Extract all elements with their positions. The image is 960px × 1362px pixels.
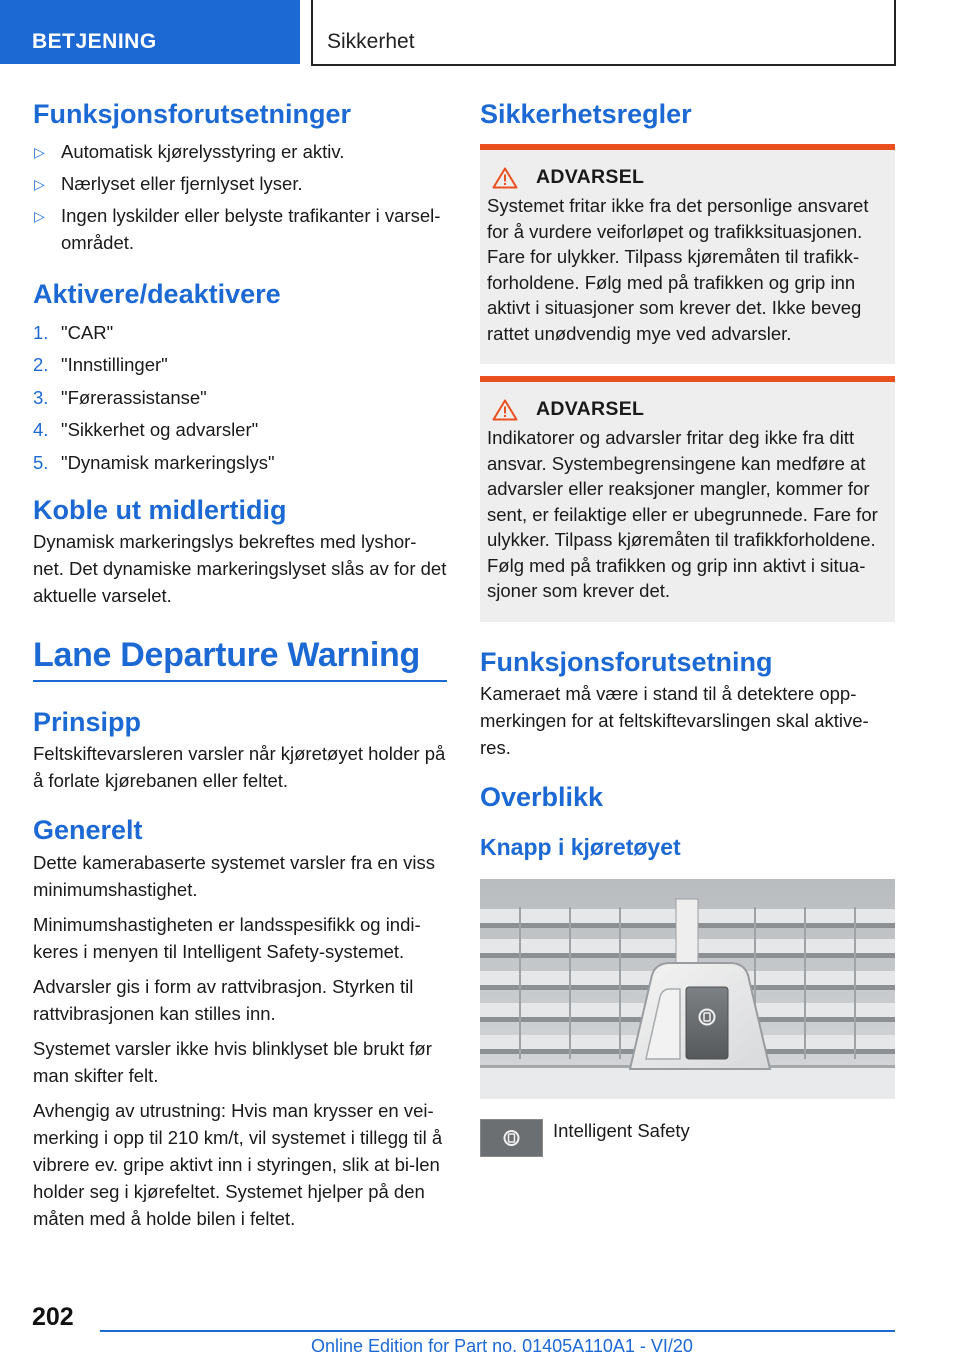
caption-text: Intelligent Safety	[553, 1120, 690, 1142]
heading-general: Generelt	[33, 815, 143, 846]
general-paragraph: Minimumshastigheten er landsspesifikk og indi-keres i menyen til Intelligent Safety-systemet.	[33, 913, 421, 962]
heading-principle: Prinsipp	[33, 706, 142, 737]
warning-title: ADVARSEL	[536, 166, 645, 189]
chapter-title: Sikkerhet	[327, 30, 415, 53]
warning-text: Indikatorer og advarsler fritar deg ikke fra ditt ansvar. Systembegrensingene kan medføre at advarsler eller reaksjoner mangler, kommer for sent, er feilaktige eller er ubegrunnede. Fare for ulykker. Tilpass kjøremåten til trafikkforholdene. Følg med på trafikken og grip inn aktivt i situa-sjoner som krever det.	[487, 427, 878, 602]
heading-requirements: Funksjonsforutsetninger	[33, 99, 352, 129]
requirements-list	[33, 138, 447, 256]
list-item: 1. "CAR"	[33, 321, 114, 343]
warning-header	[492, 166, 888, 189]
warning-box	[480, 144, 895, 364]
chapter-heading-block	[33, 635, 447, 682]
warning-text: Systemet fritar ikke fra det personlige ansvaret for å vurdere veiforløpet og trafikksituasjonen. Fare for ulykker. Tilpass kjøremåten til trafikk-forholdene. Følg med på trafikken og grip inn aktivt i situasjoner som krever det. Ikke beveg rattet unødvendig mye ved advarsler.	[487, 195, 869, 344]
caption-row	[480, 1119, 895, 1157]
dashboard-photo-illustration	[480, 879, 895, 1099]
activate-steps	[33, 319, 447, 476]
function-requirement-text: Kameraet må være i stand til å detektere opp-merkingen for at feltskiftevarslingen skal aktive-res.	[480, 683, 869, 759]
intelligent-safety-button-icon	[480, 1119, 543, 1157]
heading-safety-rules: Sikkerhetsregler	[480, 99, 692, 129]
heading-lane-departure-warning: Lane Departure Warning	[33, 636, 420, 675]
warning-box	[480, 376, 895, 622]
page-number: 202	[32, 1303, 74, 1331]
list-item: 4. "Sikkerhet og advarsler"	[33, 419, 259, 441]
warning-title: ADVARSEL	[536, 398, 645, 421]
general-paragraph: Systemet varsler ikke hvis blinklyset ble brukt før man skifter felt.	[33, 1037, 432, 1086]
heading-activate: Aktivere/deaktivere	[33, 279, 281, 310]
triangle-bullet-icon: ▷	[34, 176, 45, 193]
footer-divider	[100, 1330, 895, 1332]
triangle-bullet-icon: ▷	[34, 144, 45, 161]
chapter-title-bar	[311, 0, 896, 66]
list-item: 5. "Dynamisk markeringslys"	[33, 451, 275, 473]
heading-temporary-disable: Koble ut midlertidig	[33, 494, 287, 525]
list-item: ▷ Automatisk kjørelysstyring er aktiv.	[33, 138, 447, 165]
section-label: BETJENING	[32, 30, 157, 53]
warning-header	[492, 398, 888, 421]
edition-link[interactable]: Online Edition for Part no. 01405A110A1 - VI/20	[311, 1336, 693, 1356]
list-item: ▷ Ingen lyskilder eller belyste trafikanter i varsel-området.	[34, 205, 441, 254]
list-item: 2. "Innstillinger"	[33, 354, 168, 376]
heading-button-in-vehicle: Knapp i kjøretøyet	[480, 833, 681, 860]
triangle-bullet-icon: ▷	[34, 208, 45, 225]
general-paragraph: Advarsler gis i form av rattvibrasjon. Styrken til rattvibrasjonen kan stilles inn.	[33, 975, 414, 1024]
left-column	[33, 98, 447, 1232]
warning-triangle-icon	[492, 167, 518, 189]
principle-text: Feltskiftevarsleren varsler når kjøretøyet holder på å forlate kjørebanen eller feltet.	[33, 743, 446, 792]
warning-triangle-icon	[492, 399, 518, 421]
list-item: 3. "Førerassistanse"	[33, 386, 207, 408]
temporary-disable-text: Dynamisk markeringslys bekreftes med lyshor-net. Det dynamiske markeringslyset slås av for det aktuelle varselet.	[33, 531, 447, 607]
general-paragraph: Dette kamerabaserte systemet varsler fra en viss minimumshastighet.	[33, 851, 436, 900]
list-item: ▷ Nærlyset eller fjernlyset lyser.	[33, 170, 447, 197]
vehicle-button-photo	[480, 879, 895, 1099]
heading-overview: Overblikk	[480, 782, 604, 813]
general-paragraph: Avhengig av utrustning: Hvis man krysser en vei-merking i opp til 210 km/t, vil systemet i tillegg til å vibrere ev. gripe aktivt inn i styringen, slik at bi-len holder seg i kjørefeltet. Systemet hjelper på den måten med å holde bilen i feltet.	[33, 1099, 443, 1229]
heading-function-requirement: Funksjonsforutsetning	[480, 646, 773, 677]
section-tab	[0, 0, 300, 64]
right-column	[480, 98, 895, 1157]
